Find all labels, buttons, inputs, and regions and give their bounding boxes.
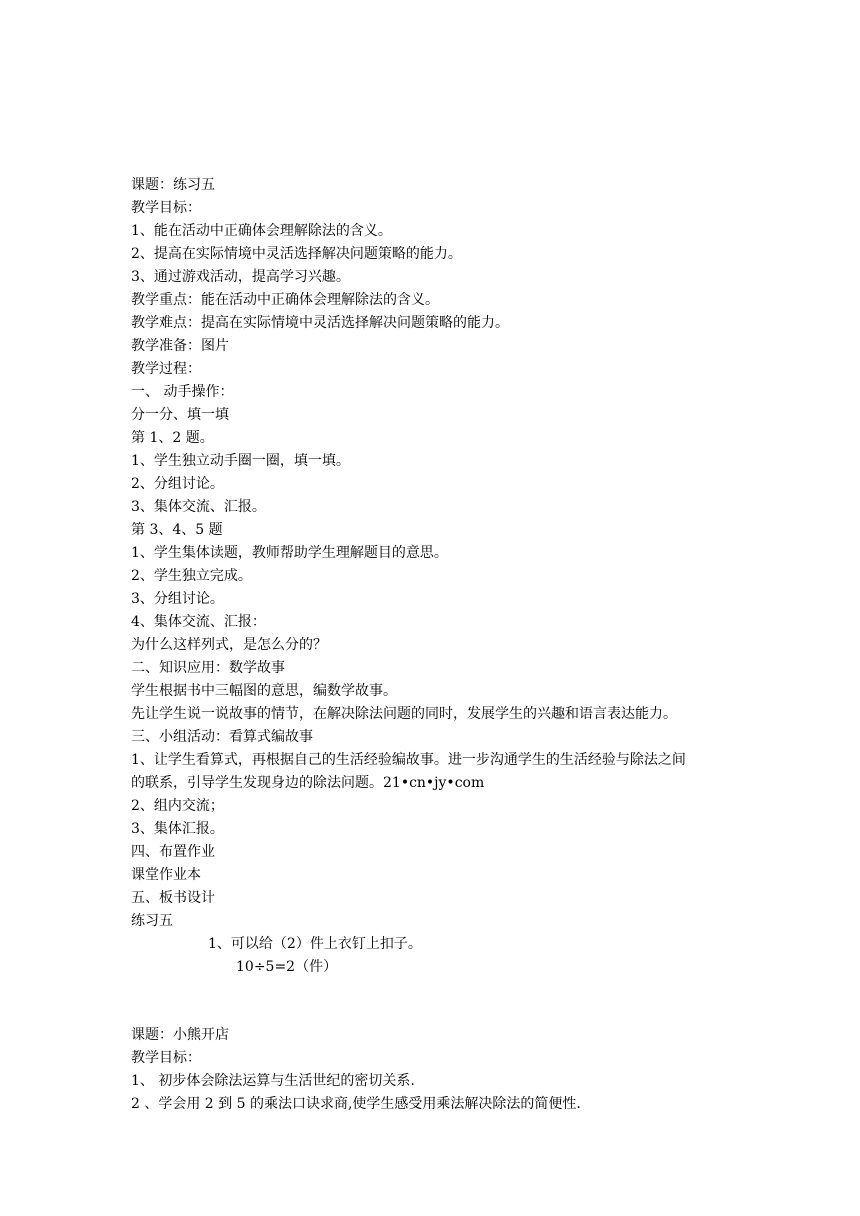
objective-item: 1、 初步体会除法运算与生活世纪的密切关系. xyxy=(131,1073,415,1089)
text-line: 第 3、4、5 题 xyxy=(131,522,223,538)
list-item: 3、分组讨论。 xyxy=(131,591,224,607)
text-line: 分一分、填一填 xyxy=(131,407,229,423)
text-line: 先让学生说一说故事的情节，在解决除法问题的同时，发展学生的兴趣和语言表达能力。 xyxy=(131,706,677,722)
board-line: 1、可以给（2）件上衣钉上扣子。 xyxy=(208,936,422,952)
key-point: 教学重点：能在活动中正确体会理解除法的含义。 xyxy=(131,292,439,308)
text-line: 为什么这样列式，是怎么分的？ xyxy=(131,637,327,653)
objective-item: 1、能在活动中正确体会理解除法的含义。 xyxy=(131,223,392,239)
difficult-point: 教学难点：提高在实际情境中灵活选择解决问题策略的能力。 xyxy=(131,315,509,331)
list-item: 2、分组讨论。 xyxy=(131,476,224,492)
section-heading: 三、小组活动：看算式编故事 xyxy=(131,729,313,745)
objectives-heading: 教学目标： xyxy=(131,200,201,216)
section-heading: 五、板书设计 xyxy=(131,890,215,906)
preparation: 教学准备：图片 xyxy=(131,338,229,354)
objective-item: 2、提高在实际情境中灵活选择解决问题策略的能力。 xyxy=(131,246,462,262)
board-title: 练习五 xyxy=(131,913,173,929)
text-line: 第 1、2 题。 xyxy=(131,430,214,446)
list-item: 4、集体交流、汇报： xyxy=(131,614,266,630)
list-item: 2、学生独立完成。 xyxy=(131,568,252,584)
text-line: 课堂作业本 xyxy=(131,867,201,883)
board-equation: 10÷5=2（件） xyxy=(236,959,338,975)
process-heading: 教学过程： xyxy=(131,361,201,377)
list-item: 3、集体汇报。 xyxy=(131,821,224,837)
text-line: 学生根据书中三幅图的意思，编数学故事。 xyxy=(131,683,397,699)
objectives-heading: 教学目标： xyxy=(131,1050,201,1066)
section-heading: 二、知识应用：数学故事 xyxy=(131,660,285,676)
objective-item: 3、通过游戏活动，提高学习兴趣。 xyxy=(131,269,350,285)
lesson-title: 课题：小熊开店 xyxy=(131,1027,229,1043)
list-item: 3、集体交流、汇报。 xyxy=(131,499,266,515)
list-item: 1、学生集体读题，教师帮助学生理解题目的意思。 xyxy=(131,545,448,561)
list-item: 1、学生独立动手圈一圈，填一填。 xyxy=(131,453,350,469)
section-heading: 四、布置作业 xyxy=(131,844,215,860)
section-heading: 一、 动手操作： xyxy=(131,384,234,400)
objective-item: 2 、学会用 2 到 5 的乘法口诀求商,使学生感受用乘法解决除法的简便性. xyxy=(131,1096,581,1112)
list-item: 1、让学生看算式，再根据自己的生活经验编故事。进一步沟通学生的生活经验与除法之间 xyxy=(131,752,686,768)
lesson-title: 课题：练习五 xyxy=(131,177,215,193)
text-line: 的联系，引导学生发现身边的除法问题。21•cn•jy•com xyxy=(131,775,485,791)
list-item: 2、组内交流； xyxy=(131,798,224,814)
